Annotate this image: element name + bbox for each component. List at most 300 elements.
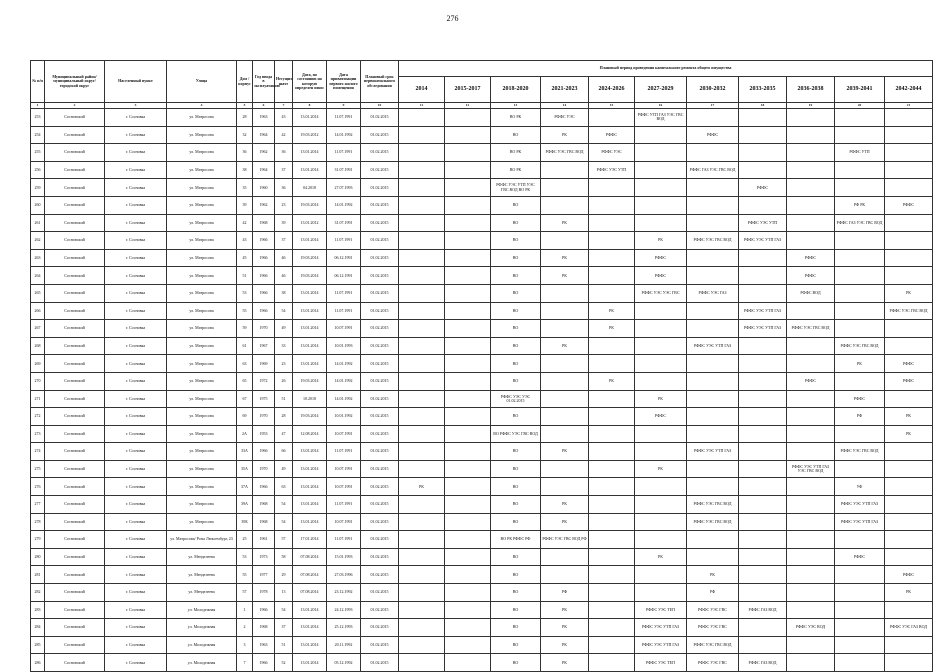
year-built-cell: 1966 xyxy=(253,302,275,320)
row-number: 259 xyxy=(31,179,45,197)
street-cell: ул. Матросова xyxy=(167,267,237,285)
house-cell: 39 xyxy=(237,196,253,214)
wear-date-cell: 17.01.2014 xyxy=(293,531,327,549)
work-cell: ВО РФФС УЭС ГВС ВОД xyxy=(491,425,541,443)
row-number: 267 xyxy=(31,320,45,338)
work-cell xyxy=(589,566,635,584)
table-row xyxy=(31,109,933,127)
district-cell: Сосновский xyxy=(45,496,105,514)
work-cell xyxy=(399,460,445,478)
work-cell xyxy=(589,584,635,602)
column-number: 19 xyxy=(787,103,835,109)
work-cell xyxy=(739,144,787,162)
house-cell: 67 xyxy=(237,390,253,408)
year-built-cell: 1961 xyxy=(253,531,275,549)
work-cell: РФФС xyxy=(635,267,687,285)
district-cell: Сосновский xyxy=(45,601,105,619)
wear-date-cell: 13.01.2014 xyxy=(293,601,327,619)
work-cell xyxy=(787,425,835,443)
work-cell xyxy=(399,408,445,426)
wear-date-cell: 19.03.2014 xyxy=(293,196,327,214)
settlement-cell: г. Сосновка xyxy=(105,161,167,179)
row-number: 274 xyxy=(31,443,45,461)
shafts-cell: 43 xyxy=(275,109,293,127)
work-cell xyxy=(787,355,835,373)
work-cell xyxy=(739,584,787,602)
shafts-cell: 36 xyxy=(275,179,293,197)
work-cell xyxy=(445,566,491,584)
work-cell xyxy=(399,619,445,637)
work-cell: РФФС xyxy=(835,548,885,566)
street-cell: ул. Матросова xyxy=(167,144,237,162)
work-cell xyxy=(445,249,491,267)
street-cell: ул. Матросова xyxy=(167,196,237,214)
wear-date-cell: 13.01.2014 xyxy=(293,619,327,637)
work-cell xyxy=(885,443,933,461)
column-number: 9 xyxy=(327,103,361,109)
work-cell: РФФС xyxy=(787,267,835,285)
work-cell xyxy=(885,513,933,531)
settlement-cell: г. Сосновка xyxy=(105,478,167,496)
privatization-date-cell: 11.07.1991 xyxy=(327,496,361,514)
shafts-cell: 33 xyxy=(275,337,293,355)
work-cell: РФФС УЭС ГВС ВОД xyxy=(787,320,835,338)
settlement-cell: г. Сосновка xyxy=(105,390,167,408)
work-cell xyxy=(787,196,835,214)
row-number: 276 xyxy=(31,478,45,496)
work-cell: РК xyxy=(541,126,589,144)
work-cell xyxy=(589,355,635,373)
table-row xyxy=(31,566,933,584)
work-cell: РФ РК xyxy=(835,196,885,214)
work-cell: РФФС УЭС ГАЗ xyxy=(687,284,739,302)
settlement-cell: г. Сосновка xyxy=(105,460,167,478)
work-cell xyxy=(739,513,787,531)
work-cell xyxy=(399,372,445,390)
row-number: 278 xyxy=(31,513,45,531)
table-row xyxy=(31,267,933,285)
work-cell: ВО xyxy=(491,267,541,285)
wear-date-cell: 04.2018 xyxy=(293,179,327,197)
house-cell: 63 xyxy=(237,355,253,373)
work-cell xyxy=(787,513,835,531)
year-built-cell: 1953 xyxy=(253,425,275,443)
work-cell xyxy=(739,355,787,373)
inspection-date-cell: 01.02.2015 xyxy=(361,443,399,461)
inspection-date-cell: 01.02.2015 xyxy=(361,284,399,302)
work-cell: РК xyxy=(885,584,933,602)
work-cell: ВО xyxy=(491,214,541,232)
row-number: 261 xyxy=(31,214,45,232)
work-cell: РК xyxy=(635,548,687,566)
work-cell xyxy=(541,284,589,302)
work-cell xyxy=(739,566,787,584)
work-cell xyxy=(635,214,687,232)
house-cell: 59 xyxy=(237,320,253,338)
work-cell xyxy=(687,355,739,373)
district-cell: Сосновский xyxy=(45,161,105,179)
work-cell xyxy=(399,355,445,373)
settlement-cell: г. Сосновка xyxy=(105,214,167,232)
work-cell: УФ xyxy=(835,478,885,496)
wear-date-cell: 13.01.2014 xyxy=(293,654,327,672)
work-cell xyxy=(885,249,933,267)
wear-date-cell: 19.03.2014 xyxy=(293,249,327,267)
street-cell: ул. Матросова xyxy=(167,496,237,514)
settlement-cell: г. Сосновка xyxy=(105,601,167,619)
work-cell xyxy=(885,179,933,197)
work-cell xyxy=(589,284,635,302)
work-cell: РФФС xyxy=(589,126,635,144)
work-cell: РК xyxy=(541,443,589,461)
work-cell: РФ xyxy=(835,408,885,426)
work-cell: РФФС xyxy=(885,196,933,214)
work-cell xyxy=(739,109,787,127)
row-number: 254 xyxy=(31,126,45,144)
work-cell: РФФС УЭС УТП xyxy=(589,161,635,179)
work-cell xyxy=(399,337,445,355)
house-cell: 39А xyxy=(237,496,253,514)
work-cell: РФФС xyxy=(635,249,687,267)
work-cell xyxy=(687,179,739,197)
settlement-cell: г. Сосновка xyxy=(105,355,167,373)
work-cell xyxy=(687,144,739,162)
work-cell: ВО xyxy=(491,372,541,390)
work-cell: РФФС УЭС УТП ГАЗ xyxy=(739,302,787,320)
work-cell xyxy=(787,126,835,144)
header-year-period: 2027-2029 xyxy=(635,77,687,103)
work-cell: РФФС УТП xyxy=(835,144,885,162)
house-cell: 2А xyxy=(237,425,253,443)
shafts-cell: 47 xyxy=(275,425,293,443)
column-number: 15 xyxy=(589,103,635,109)
district-cell: Сосновский xyxy=(45,302,105,320)
work-cell: ВО xyxy=(491,320,541,338)
year-built-cell: 1969 xyxy=(253,355,275,373)
work-cell xyxy=(445,390,491,408)
work-cell xyxy=(787,636,835,654)
inspection-date-cell: 01.02.2015 xyxy=(361,109,399,127)
year-built-cell: 1960 xyxy=(253,179,275,197)
work-cell xyxy=(589,249,635,267)
work-cell: РК xyxy=(635,232,687,250)
work-cell: РФФС УЭС ГВС xyxy=(687,601,739,619)
inspection-date-cell: 01.02.2015 xyxy=(361,249,399,267)
work-cell xyxy=(445,355,491,373)
work-cell xyxy=(399,196,445,214)
street-cell: ул. Матросова xyxy=(167,161,237,179)
inspection-date-cell: 01.02.2015 xyxy=(361,566,399,584)
work-cell: ВО xyxy=(491,408,541,426)
work-cell xyxy=(885,214,933,232)
work-cell: РК xyxy=(835,355,885,373)
work-cell xyxy=(399,636,445,654)
work-cell: ВО xyxy=(491,478,541,496)
work-cell: ВО РК xyxy=(491,109,541,127)
work-cell: ВО xyxy=(491,355,541,373)
house-cell: 43 xyxy=(237,232,253,250)
privatization-date-cell: 14.01.1992 xyxy=(327,126,361,144)
district-cell: Сосновский xyxy=(45,249,105,267)
work-cell xyxy=(787,496,835,514)
wear-date-cell: 13.01.2014 xyxy=(293,513,327,531)
work-cell xyxy=(541,196,589,214)
shafts-cell: 23 xyxy=(275,196,293,214)
house-cell: 25 xyxy=(237,531,253,549)
year-built-cell: 1962 xyxy=(253,196,275,214)
privatization-date-cell: 23.12.1992 xyxy=(327,584,361,602)
shafts-cell: 66 xyxy=(275,443,293,461)
work-cell xyxy=(635,478,687,496)
work-cell xyxy=(787,584,835,602)
work-cell xyxy=(445,126,491,144)
district-cell: Сосновский xyxy=(45,232,105,250)
work-cell xyxy=(399,443,445,461)
district-cell: Сосновский xyxy=(45,126,105,144)
work-cell: ВО РК xyxy=(491,144,541,162)
work-cell: ВО xyxy=(491,284,541,302)
privatization-date-cell: 24.12.1993 xyxy=(327,601,361,619)
inspection-date-cell: 01.02.2015 xyxy=(361,337,399,355)
work-cell xyxy=(687,478,739,496)
work-cell xyxy=(635,584,687,602)
work-cell xyxy=(445,460,491,478)
table-row xyxy=(31,654,933,672)
work-cell: РФФС ВОД xyxy=(787,284,835,302)
work-cell: РФФС УЭС ГВС ВОД xyxy=(687,496,739,514)
header-privatization-date: Дата приватизации первого жилого помещения xyxy=(327,61,361,103)
work-cell: РФФС УЭС xyxy=(541,109,589,127)
street-cell: ул. Молодежная xyxy=(167,654,237,672)
work-cell xyxy=(687,109,739,127)
house-cell: 33А xyxy=(237,443,253,461)
year-built-cell: 1966 xyxy=(253,654,275,672)
work-cell xyxy=(885,496,933,514)
privatization-date-cell: 10.07.1991 xyxy=(327,478,361,496)
settlement-cell: г. Сосновка xyxy=(105,284,167,302)
work-cell xyxy=(835,249,885,267)
street-cell: ул. Матросова xyxy=(167,249,237,267)
work-cell: РФФС УЭС ГВС ВОД РФ xyxy=(541,531,589,549)
work-cell xyxy=(885,548,933,566)
district-cell: Сосновский xyxy=(45,584,105,602)
work-cell xyxy=(885,109,933,127)
table-row xyxy=(31,249,933,267)
work-cell xyxy=(787,390,835,408)
work-cell xyxy=(445,109,491,127)
work-cell: ВО xyxy=(491,584,541,602)
work-cell: РФФС УЭС ВОД xyxy=(787,619,835,637)
district-cell: Сосновский xyxy=(45,196,105,214)
year-built-cell: 1977 xyxy=(253,566,275,584)
work-cell: РК xyxy=(541,214,589,232)
shafts-cell: 54 xyxy=(275,601,293,619)
inspection-date-cell: 01.02.2015 xyxy=(361,302,399,320)
year-built-cell: 1972 xyxy=(253,372,275,390)
house-cell: 1 xyxy=(237,601,253,619)
work-cell xyxy=(445,584,491,602)
street-cell: ул. Матросова xyxy=(167,390,237,408)
work-cell xyxy=(541,179,589,197)
work-cell xyxy=(589,179,635,197)
table-row xyxy=(31,126,933,144)
table-row xyxy=(31,408,933,426)
settlement-cell: г. Сосновка xyxy=(105,513,167,531)
settlement-cell: г. Сосновка xyxy=(105,179,167,197)
table-row xyxy=(31,496,933,514)
work-cell: РК xyxy=(541,654,589,672)
header-year-period: 2042-2044 xyxy=(885,77,933,103)
table-row xyxy=(31,179,933,197)
year-built-cell: 1966 xyxy=(253,232,275,250)
work-cell: РК xyxy=(589,320,635,338)
house-cell: 36 xyxy=(237,144,253,162)
district-cell: Сосновский xyxy=(45,654,105,672)
house-cell: 32 xyxy=(237,126,253,144)
work-cell xyxy=(687,249,739,267)
header-num: № п/п xyxy=(31,61,45,103)
wear-date-cell: 07.08.2014 xyxy=(293,566,327,584)
inspection-date-cell: 01.02.2015 xyxy=(361,267,399,285)
work-cell xyxy=(687,408,739,426)
column-number: 12 xyxy=(445,103,491,109)
work-cell xyxy=(445,302,491,320)
work-cell: РФФС УЭС ГВС ВОД xyxy=(541,144,589,162)
work-cell xyxy=(835,232,885,250)
work-cell xyxy=(885,654,933,672)
work-cell xyxy=(589,513,635,531)
work-cell xyxy=(589,214,635,232)
house-cell: 61 xyxy=(237,337,253,355)
table-row xyxy=(31,355,933,373)
work-cell: РК xyxy=(885,284,933,302)
work-cell: РФФС УЭС ТЕП xyxy=(635,654,687,672)
work-cell: ВО xyxy=(491,196,541,214)
district-cell: Сосновский xyxy=(45,531,105,549)
table-row xyxy=(31,460,933,478)
year-built-cell: 1966 xyxy=(253,478,275,496)
table-row xyxy=(31,531,933,549)
header-settlement: Населенный пункт xyxy=(105,61,167,103)
work-cell xyxy=(589,478,635,496)
table-row xyxy=(31,284,933,302)
row-number: 262 xyxy=(31,232,45,250)
work-cell xyxy=(589,601,635,619)
table-row xyxy=(31,390,933,408)
wear-date-cell: 13.01.2014 xyxy=(293,109,327,127)
work-cell: РК xyxy=(541,636,589,654)
wear-date-cell: 19.03.2014 xyxy=(293,267,327,285)
work-cell: РФФС УЭС ГВС ВОД xyxy=(687,232,739,250)
work-cell xyxy=(541,372,589,390)
work-cell xyxy=(835,601,885,619)
work-cell xyxy=(739,636,787,654)
street-cell: ул. Молодежная xyxy=(167,601,237,619)
work-cell: РФФС ГАЗ УЭС ГВС ВОД xyxy=(835,214,885,232)
work-cell xyxy=(635,443,687,461)
work-cell xyxy=(445,179,491,197)
work-cell xyxy=(635,566,687,584)
work-cell xyxy=(835,302,885,320)
row-number: 268 xyxy=(31,337,45,355)
work-cell xyxy=(399,267,445,285)
work-cell xyxy=(399,584,445,602)
shafts-cell: 51 xyxy=(275,636,293,654)
year-built-cell: 1966 xyxy=(253,601,275,619)
work-cell xyxy=(445,496,491,514)
wear-date-cell: 07.08.2014 xyxy=(293,584,327,602)
district-cell: Сосновский xyxy=(45,460,105,478)
work-cell xyxy=(635,425,687,443)
column-number: 16 xyxy=(635,103,687,109)
district-cell: Сосновский xyxy=(45,548,105,566)
work-cell xyxy=(739,196,787,214)
work-cell: РФФС УЭС УТП ГАЗ xyxy=(835,513,885,531)
work-cell: РФФС УЭС УТП ГАЗ xyxy=(635,619,687,637)
table-row xyxy=(31,161,933,179)
wear-date-cell: 13.01.2014 xyxy=(293,460,327,478)
work-cell xyxy=(787,443,835,461)
header-year-period: 2014 xyxy=(399,77,445,103)
work-cell xyxy=(445,196,491,214)
street-cell: ул. Матросова xyxy=(167,443,237,461)
work-cell xyxy=(739,619,787,637)
settlement-cell: г. Сосновка xyxy=(105,267,167,285)
year-built-cell: 1963 xyxy=(253,109,275,127)
work-cell xyxy=(635,355,687,373)
work-cell xyxy=(589,619,635,637)
row-number: 275 xyxy=(31,460,45,478)
wear-date-cell: 13.01.2014 xyxy=(293,496,327,514)
work-cell xyxy=(787,161,835,179)
work-cell xyxy=(739,267,787,285)
year-built-cell: 1978 xyxy=(253,584,275,602)
wear-date-cell: 13.01.2014 xyxy=(293,144,327,162)
inspection-date-cell: 01.02.2015 xyxy=(361,408,399,426)
work-cell xyxy=(445,636,491,654)
work-cell: РФФС УЭС УТП УЭС ГВС ВОД ВО РК xyxy=(491,179,541,197)
shafts-cell: 38 xyxy=(275,284,293,302)
settlement-cell: г. Сосновка xyxy=(105,566,167,584)
column-number: 4 xyxy=(167,103,237,109)
work-cell xyxy=(399,390,445,408)
district-cell: Сосновский xyxy=(45,443,105,461)
street-cell: ул. Матросова xyxy=(167,126,237,144)
work-cell xyxy=(541,548,589,566)
privatization-date-cell: 20.11.1992 xyxy=(327,636,361,654)
work-cell xyxy=(885,144,933,162)
table-row xyxy=(31,372,933,390)
column-number: 3 xyxy=(105,103,167,109)
work-cell xyxy=(635,144,687,162)
work-cell xyxy=(541,478,589,496)
house-cell: 7 xyxy=(237,654,253,672)
header-year-period: 2030-2032 xyxy=(687,77,739,103)
work-cell xyxy=(589,443,635,461)
privatization-date-cell: 25.12.1993 xyxy=(327,619,361,637)
inspection-date-cell: 01.02.2015 xyxy=(361,584,399,602)
house-cell: 35А xyxy=(237,460,253,478)
work-cell xyxy=(445,337,491,355)
privatization-date-cell: 06.12.1991 xyxy=(327,267,361,285)
work-cell xyxy=(399,654,445,672)
row-number: 264 xyxy=(31,267,45,285)
work-cell: ВО xyxy=(491,337,541,355)
column-number: 20 xyxy=(835,103,885,109)
shafts-cell: 13 xyxy=(275,584,293,602)
year-built-cell: 1964 xyxy=(253,126,275,144)
work-cell xyxy=(739,548,787,566)
